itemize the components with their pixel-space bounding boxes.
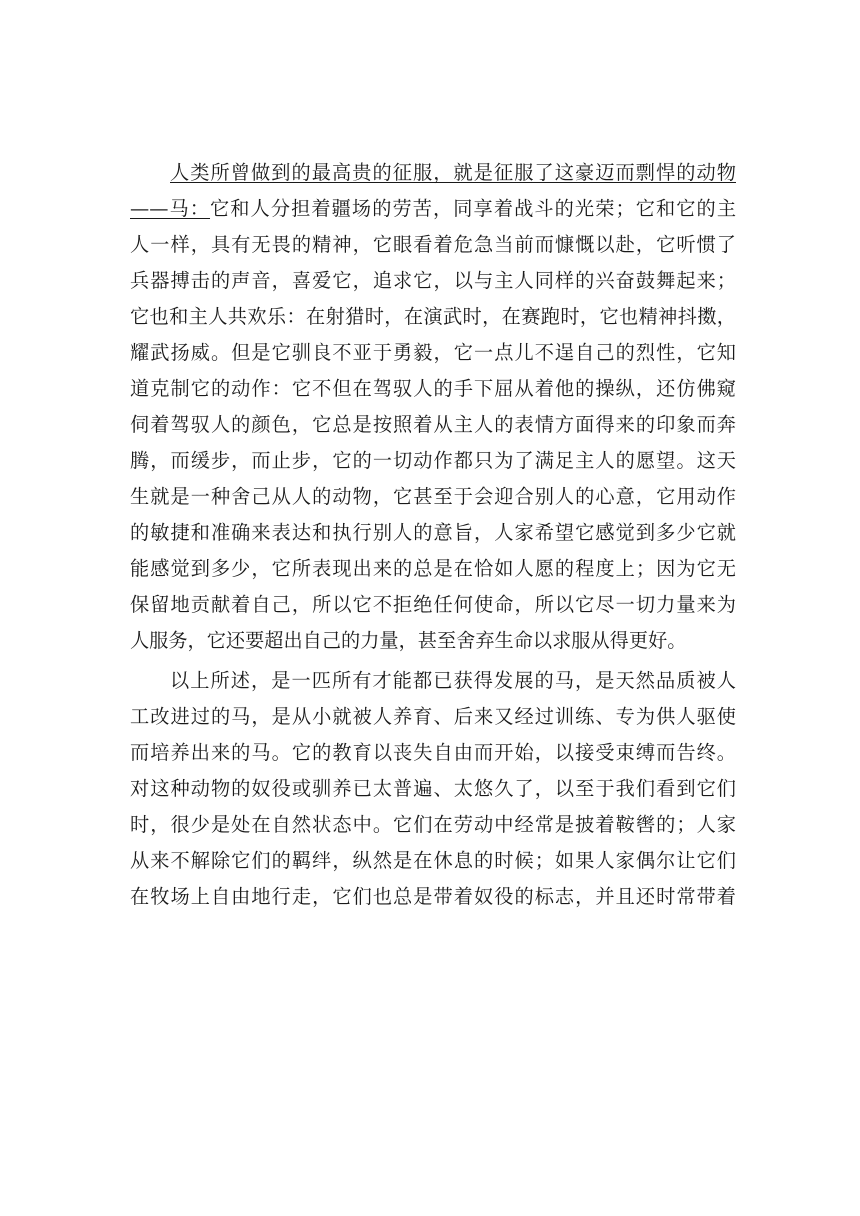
paragraph-2 [130,663,736,915]
text-line: 人类所曾做到的最高贵的征服，就是征服了这豪迈而剽悍的动物 [170,161,736,184]
text-line: 道克制它的动作：它不但在驾驭人的手下屈从着他的操纵，还仿佛窥 [130,377,736,400]
text-line: 腾，而缓步，而止步，它的一切动作都只为了满足主人的愿望。这天 [130,449,736,472]
text-line: 工改进过的马，是从小就被人养育、后来又经过训练、专为供人驱使 [130,705,736,728]
document-body [130,155,736,915]
text-line: 生就是一种舍己从人的动物，它甚至于会迎合别人的心意，它用动作 [130,485,736,508]
text-line: 伺着驾驭人的颜色，它总是按照着从主人的表情方面得来的印象而奔 [130,413,736,436]
paragraph-1 [130,155,736,659]
text-line: 保留地贡献着自己，所以它不拒绝任何使命，所以它尽一切力量来为 [130,593,736,616]
text-line: 从来不解除它们的羁绊，纵然是在休息的时候；如果人家偶尔让它们 [130,849,736,872]
text-line: 兵器搏击的声音，喜爱它，追求它，以与主人同样的兴奋鼓舞起来； [130,269,736,292]
underlined-dash-ma: ——马： [130,197,211,220]
text-line: 而培养出来的马。它的教育以丧失自由而开始，以接受束缚而告终。 [130,741,736,764]
text-line: 以上所述，是一匹所有才能都已获得发展的马，是天然品质被人 [170,669,736,692]
text-line: 它也和主人共欢乐：在射猎时，在演武时，在赛跑时，它也精神抖擞， [130,305,736,328]
text-line: 的敏捷和准确来表达和执行别人的意旨，人家希望它感觉到多少它就 [130,521,736,544]
text-line [130,191,736,227]
text-line: 时，很少是处在自然状态中。它们在劳动中经常是披着鞍辔的；人家 [130,813,736,836]
text-line: 人一样，具有无畏的精神，它眼看着危急当前而慷慨以赴，它听惯了 [130,233,736,256]
text-line: 对这种动物的奴役或驯养已太普遍、太悠久了，以至于我们看到它们 [130,777,736,800]
text-line: 耀武扬威。但是它驯良不亚于勇毅，它一点儿不逞自己的烈性，它知 [130,341,736,364]
text-line: 在牧场上自由地行走，它们也总是带着奴役的标志，并且还时常带着 [130,885,736,908]
text-line: 能感觉到多少，它所表现出来的总是在恰如人愿的程度上；因为它无 [130,557,736,580]
text-segment: 它和人分担着疆场的劳苦，同享着战斗的光荣；它和它的主 [210,197,737,220]
text-line: 人服务，它还要超出自己的力量，甚至舍弃生命以求服从得更好。 [130,629,687,652]
